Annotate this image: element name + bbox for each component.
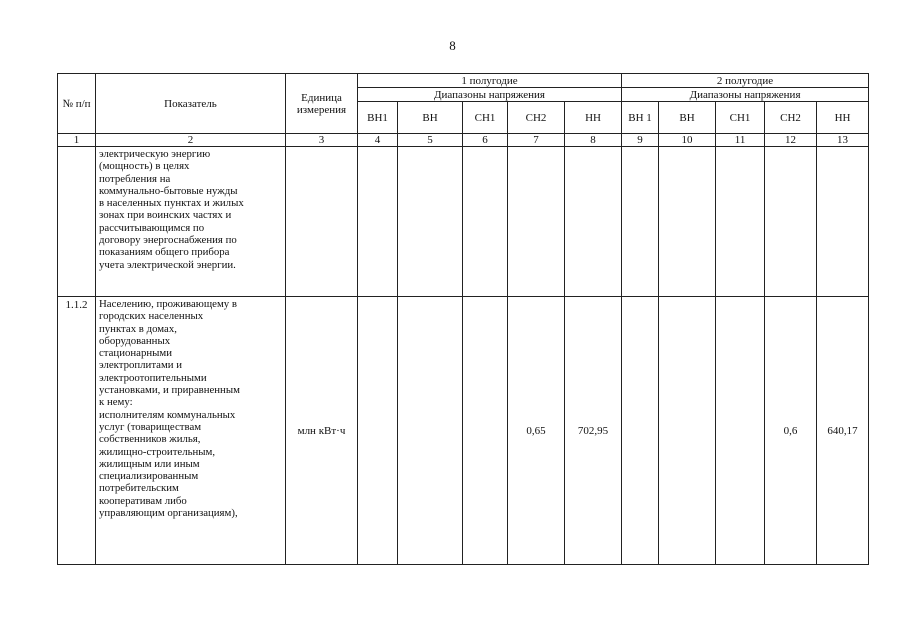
header-h2-col: НН (817, 102, 869, 134)
header-indicator: Показатель (96, 74, 286, 134)
row-value (659, 297, 716, 565)
indicator-line: электрическую энергию (99, 148, 211, 160)
column-number: 5 (398, 134, 463, 147)
indicator-line: кооперативам либо (99, 494, 187, 507)
row-value (565, 147, 622, 297)
header-h2-col: СН1 (716, 102, 765, 134)
row-value (358, 147, 398, 297)
indicator-line: жилищно-строительным, (99, 445, 216, 458)
indicator-line: оборудованных (99, 334, 171, 347)
header-unit: Единица измерения (286, 74, 358, 134)
column-number: 9 (622, 134, 659, 147)
column-number: 12 (765, 134, 817, 147)
tariff-table (57, 73, 869, 565)
row-value (659, 147, 716, 297)
indicator-line: договору энергоснабжения по (99, 234, 237, 247)
header-h2-col: СН2 (765, 102, 817, 134)
column-number: 7 (508, 134, 565, 147)
row-unit (286, 147, 358, 297)
row-indicator (96, 297, 286, 565)
row-value (508, 147, 565, 297)
header-h1-col: СН2 (508, 102, 565, 134)
row-value (463, 147, 508, 297)
row-unit: млн кВт·ч (286, 297, 358, 565)
row-value (716, 297, 765, 565)
column-number: 11 (716, 134, 765, 147)
column-number: 10 (659, 134, 716, 147)
header-h1-col: СН1 (463, 102, 508, 134)
header-num: № п/п (58, 74, 96, 134)
indicator-line: показаниям общего прибора (99, 246, 230, 259)
column-number: 13 (817, 134, 869, 147)
column-number: 6 (463, 134, 508, 147)
indicator-line: городских населенных (99, 310, 204, 323)
row-value (622, 297, 659, 565)
column-number: 8 (565, 134, 622, 147)
column-number-row (58, 134, 869, 147)
table-row (58, 297, 869, 565)
header-h2-col: ВН 1 (622, 102, 659, 134)
indicator-line: зонах при воинских частях и (99, 209, 232, 222)
indicator-line: исполнителям коммунальных (99, 408, 236, 421)
indicator-line: в населенных пунктах и жилых (99, 197, 244, 210)
row-value: 0,65 (508, 297, 565, 565)
header-half1: 1 полугодие (358, 74, 622, 88)
indicator-line: электроотопительными (99, 371, 207, 384)
indicator-line: потребления на (99, 172, 171, 185)
column-number: 4 (358, 134, 398, 147)
row-value (358, 297, 398, 565)
indicator-line: установками, и приравненным (99, 384, 240, 397)
indicator-line: рассчитывающимся по (99, 221, 205, 234)
table-row (58, 147, 869, 297)
header-h1-col: ВН (398, 102, 463, 134)
indicator-line: учета электрической энергии. (99, 258, 236, 271)
indicator-line: жилищным или иным (99, 457, 200, 470)
row-value (817, 147, 869, 297)
row-value: 702,95 (565, 297, 622, 565)
indicator-line: услуг (товариществам (99, 420, 202, 433)
row-value (716, 147, 765, 297)
header-ranges-2: Диапазоны напряжения (622, 88, 869, 102)
row-value (622, 147, 659, 297)
row-indicator (96, 147, 286, 297)
header-half2: 2 полугодие (622, 74, 869, 88)
indicator-line: собственников жилья, (99, 433, 201, 446)
column-number: 1 (58, 134, 96, 147)
indicator-line: Населению, проживающему в (99, 298, 237, 310)
indicator-line: пунктах в домах, (99, 322, 177, 335)
row-value (463, 297, 508, 565)
row-code: 1.1.2 (58, 297, 96, 565)
indicator-line: коммунально-бытовые нужды (99, 184, 238, 197)
row-value: 640,17 (817, 297, 869, 565)
indicator-line: электроплитами и (99, 359, 183, 372)
indicator-line: управляющим организациям), (99, 507, 238, 520)
indicator-line: к нему: (99, 396, 133, 409)
header-h2-col: ВН (659, 102, 716, 134)
page-number: 8 (449, 38, 456, 53)
indicator-line: специализированным (99, 470, 199, 483)
indicator-line: (мощность) в целях (99, 160, 190, 173)
row-value (398, 297, 463, 565)
indicator-line: потребительским (99, 482, 179, 495)
indicator-line: стационарными (99, 347, 173, 360)
column-number: 2 (96, 134, 286, 147)
column-number: 3 (286, 134, 358, 147)
row-code (58, 147, 96, 297)
row-value (398, 147, 463, 297)
header-h1-col: НН (565, 102, 622, 134)
row-value (765, 147, 817, 297)
header-ranges-1: Диапазоны напряжения (358, 88, 622, 102)
row-value: 0,6 (765, 297, 817, 565)
header-h1-col: ВН1 (358, 102, 398, 134)
